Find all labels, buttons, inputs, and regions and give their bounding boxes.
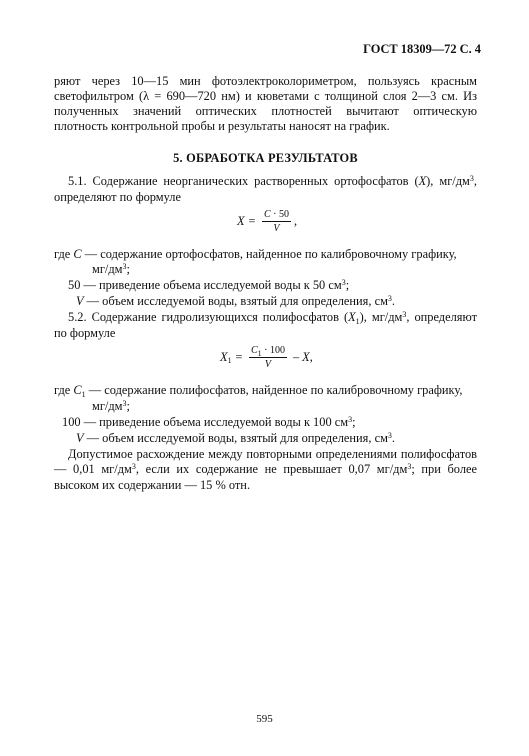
page-header: ГОСТ 18309—72 С. 4 — [363, 42, 481, 56]
formula2-trail: , — [309, 350, 313, 364]
legend1-c-end: ; — [126, 262, 130, 276]
legend1-v-end: . — [391, 294, 396, 308]
paragraph-5-1 — [54, 174, 477, 205]
document-body — [54, 74, 477, 493]
legend2-c-sup: 3 — [122, 399, 127, 408]
legend1-50 — [54, 278, 477, 294]
legend2-v-sup: 3 — [387, 431, 392, 440]
formula2-eq: = — [234, 350, 243, 364]
legend1-c — [54, 247, 477, 262]
formula2-num-sub: 1 — [257, 349, 262, 358]
formula2-lhs: X — [220, 350, 228, 364]
legend2-c-text: — содержание полифосфатов, найденное по калибровочному графику, — [85, 383, 463, 397]
legend1-n50-end: ; — [345, 278, 350, 292]
legend2-n100-end: ; — [352, 415, 356, 429]
formula1-lhs: X — [237, 214, 245, 228]
legend1-v-var: V — [76, 294, 84, 308]
legend2-n100: 100 — [62, 415, 81, 429]
legend1-c-cont — [54, 262, 477, 278]
p51-text-c: , определяют по формуле — [54, 174, 477, 204]
paragraph-5-2 — [54, 310, 477, 341]
p52-sub: 1 — [355, 317, 360, 326]
legend1-v-sup: 3 — [387, 294, 392, 303]
legend2-v-text: — объем исследуемой воды, взятый для определения, см — [83, 431, 388, 445]
formula2-den: V — [264, 359, 272, 370]
p51-text-a: 5.1. Содержание неорганических растворенных ортофосфатов ( — [68, 174, 419, 188]
formula1-num-var: C — [263, 209, 271, 220]
legend1-v — [54, 294, 477, 310]
legend2-c-var: C — [73, 383, 82, 397]
legend1-v-text: — объем исследуемой воды, взятый для определения, см — [83, 294, 388, 308]
legend2-c-end: ; — [126, 399, 130, 413]
legend1-c-cont-text: мг/дм — [92, 262, 123, 276]
final-text-b: , если их содержание не превышает 0,07 мг/дм — [135, 462, 408, 476]
formula-1 — [54, 209, 477, 239]
p51-sup: 3 — [469, 174, 474, 183]
formula2-num-rest: · 100 — [261, 345, 285, 356]
final-text-a: Допустимое расхождение между повторными определениями полифосфатов — 0,01 мг/дм — [54, 447, 477, 476]
formula2-lhs-sub: 1 — [227, 356, 232, 365]
section-title: 5. ОБРАБОТКА РЕЗУЛЬТАТОВ — [173, 151, 358, 165]
legend1-c-text: — содержание ортофосфатов, найденное по калибровочному графику, — [81, 247, 457, 261]
formula-2 — [54, 345, 477, 375]
legend1-n50: 50 — [68, 278, 81, 292]
formula2-minus: – — [292, 350, 300, 364]
legend2-c — [54, 383, 477, 399]
legend2-n100-sup: 3 — [348, 415, 353, 424]
final-sup2: 3 — [407, 462, 412, 471]
legend1-c-var: C — [73, 247, 82, 261]
legend1-c-sup: 3 — [122, 262, 127, 271]
legend2-100 — [54, 415, 477, 431]
final-text-c: ; при более высоком их содержании — 15 % отн. — [54, 462, 478, 492]
p52-text-b: ), мг/дм — [359, 310, 403, 324]
final-sup1: 3 — [131, 462, 136, 471]
formula1-trail: , — [293, 214, 298, 228]
legend2-c-cont-text: мг/дм — [92, 399, 123, 413]
legend2-v-var: V — [76, 431, 84, 445]
formula2-num-var: C — [250, 345, 258, 356]
formula2-fraction — [249, 345, 287, 370]
p51-var: X — [418, 174, 427, 188]
page-number: 595 — [256, 713, 273, 725]
legend1-where: где — [54, 247, 71, 261]
p52-text-c: , определяют по формуле — [54, 310, 478, 340]
formula1-den: V — [273, 223, 280, 234]
intro-paragraph: ряют через 10—15 мин фотоэлектроколориметром, пользуясь красным светофильтром (λ = 690—720 нм) и кюветами с толщиной слоя 2—3 см. Из полученных значений оптических плотностей вычитают оптическую плотность контрольной пробы и результаты наносят на график. — [54, 74, 477, 133]
p52-var: X — [348, 310, 356, 324]
legend1-n50-sup: 3 — [341, 278, 346, 287]
p52-sup: 3 — [402, 310, 407, 319]
formula1-num-rest: · 50 — [270, 209, 289, 220]
p52-text-a: 5.2. Содержание гидролизующихся полифосфатов ( — [68, 310, 349, 324]
formula1-eq: = — [247, 214, 256, 228]
legend2-where: где — [54, 383, 71, 397]
final-paragraph — [54, 447, 477, 493]
legend2-n100-text: — приведение объема исследуемой воды к 100 см — [80, 415, 349, 429]
p51-text-b: ), мг/дм — [426, 174, 470, 188]
formula2-rhs: X — [302, 350, 310, 364]
legend2-v-end: . — [391, 431, 396, 445]
legend2-c-cont — [54, 399, 477, 415]
legend1-n50-text: — приведение объема исследуемой воды к 50 см — [80, 278, 342, 292]
legend2-v — [54, 431, 477, 447]
formula1-fraction — [262, 209, 291, 234]
legend2-c-sub: 1 — [81, 390, 86, 399]
